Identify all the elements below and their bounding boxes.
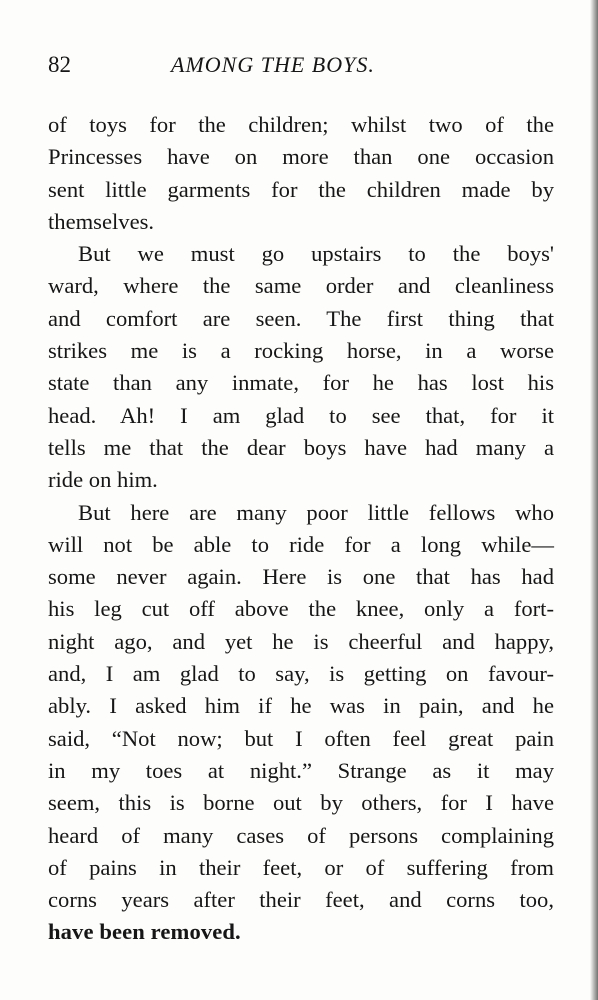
text-line: and comfort are seen. The first thing that	[48, 305, 554, 331]
text-line: corns years after their feet, and corns too,	[48, 887, 554, 913]
text-line: night ago, and yet he is cheerful and happy,	[48, 628, 554, 654]
text-line: have been removed.	[48, 919, 241, 945]
text-line: some never again. Here is one that has had	[48, 564, 554, 590]
text-line: seem, this is borne out by others, for I have	[48, 790, 554, 816]
text-line: tells me that the dear boys have had many a	[48, 434, 554, 460]
text-line: ride on him.	[48, 467, 158, 493]
text-line: said, “Not now; but I often feel great pain	[48, 725, 554, 751]
text-line: will not be able to ride for a long while—	[48, 531, 554, 557]
page-header	[48, 52, 558, 92]
page-edge-shadow	[590, 0, 598, 1000]
text-line: themselves.	[48, 208, 155, 234]
text-line: of toys for the children; whilst two of the	[48, 112, 554, 137]
text-line: his leg cut off above the knee, only a fort-	[48, 596, 554, 622]
text-line: But here are many poor little fellows who	[78, 499, 554, 525]
text-line: strikes me is a rocking horse, in a worse	[48, 338, 554, 364]
body-text	[48, 109, 554, 949]
page-number: 82	[48, 52, 71, 77]
text-line: state than any inmate, for he has lost his	[48, 370, 554, 396]
text-line: in my toes at night.” Strange as it may	[48, 757, 554, 783]
text-line: and, I am glad to say, is getting on favour-	[48, 661, 554, 687]
running-title: AMONG THE BOYS.	[171, 52, 375, 77]
text-line: of pains in their feet, or of suffering from	[48, 854, 554, 880]
text-line: ward, where the same order and cleanliness	[48, 273, 554, 299]
text-line: Princesses have on more than one occasion	[48, 144, 554, 170]
text-line: But we must go upstairs to the boys'	[78, 241, 554, 267]
text-line: sent little garments for the children made by	[48, 176, 554, 202]
text-line: ably. I asked him if he was in pain, and he	[48, 693, 554, 719]
text-line: heard of many cases of persons complaining	[48, 822, 554, 848]
text-line: head. Ah! I am glad to see that, for it	[48, 402, 554, 428]
